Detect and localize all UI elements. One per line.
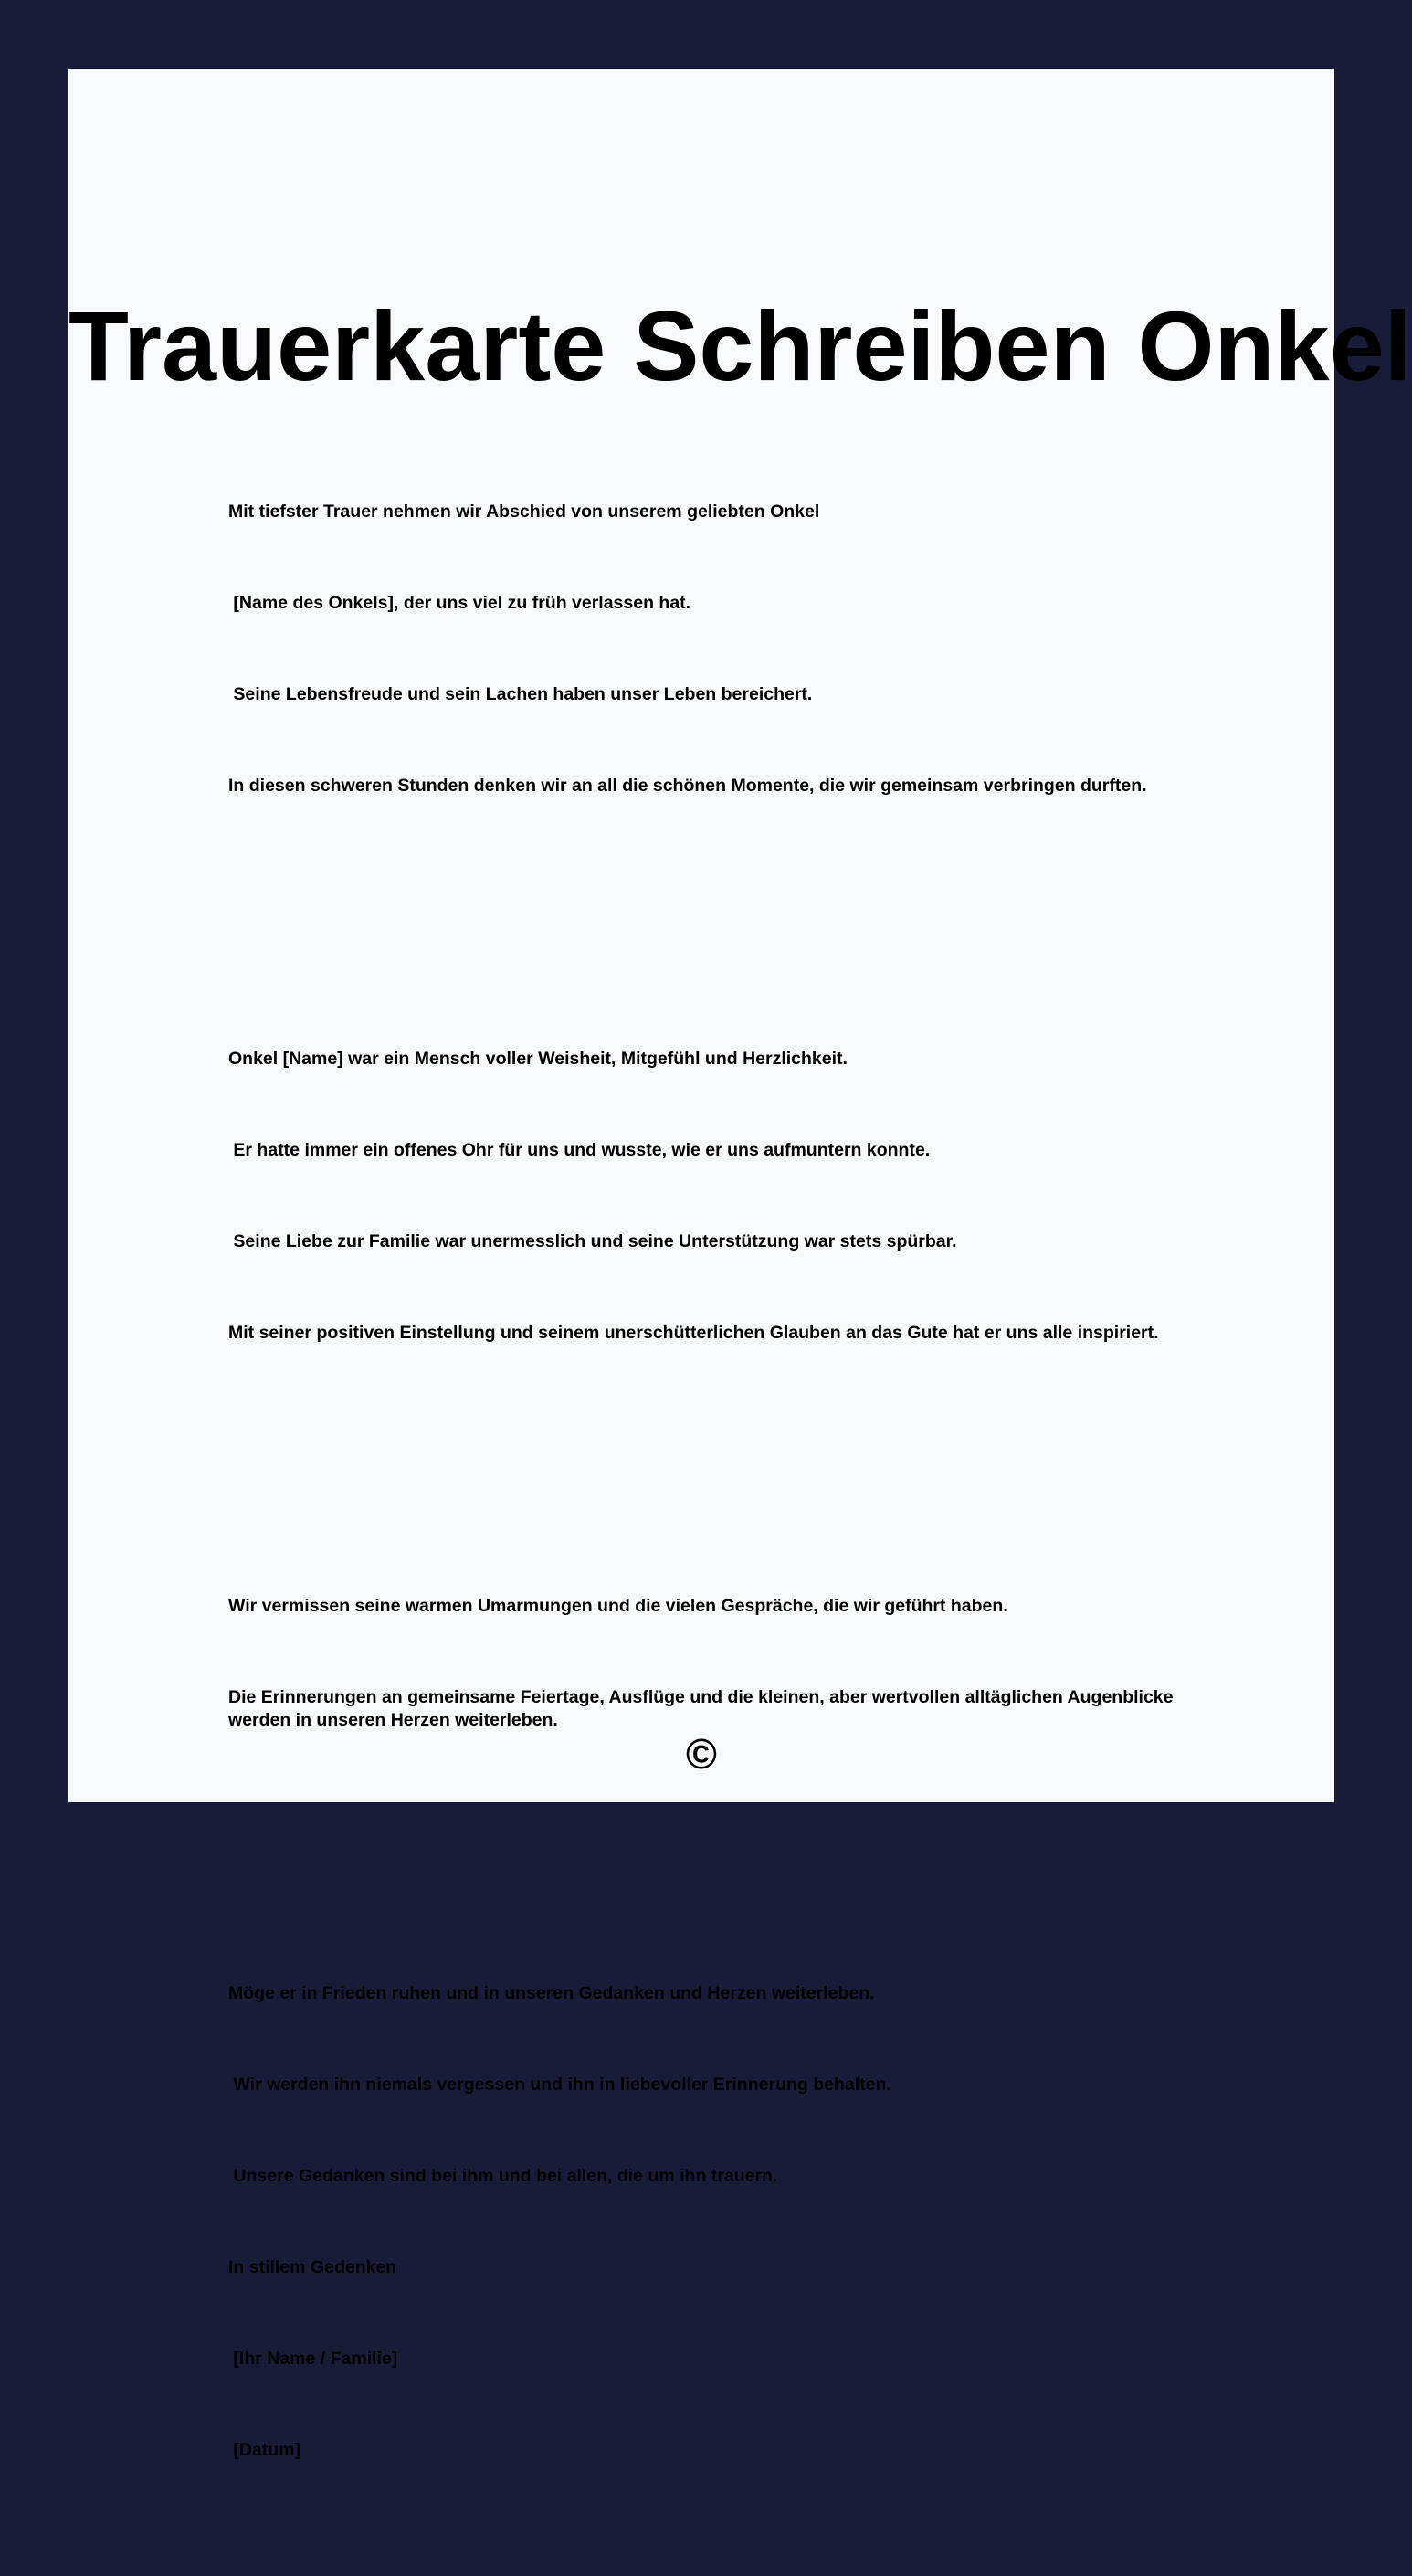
text-line: Er hatte immer ein offenes Ohr für uns und wusste, wie er uns aufmuntern konnte.: [228, 1140, 931, 1160]
text-line: [Name des Onkels], der uns viel zu früh verlassen hat.: [228, 593, 691, 613]
text-line: Seine Lebensfreude und sein Lachen haben unser Leben bereichert.: [228, 684, 813, 704]
text-line: Mit tiefster Trauer nehmen wir Abschied von unserem geliebten Onkel: [228, 501, 820, 522]
text-line: Die Erinnerungen an gemeinsame Feiertage, Ausflüge und die kleinen, aber wertvollen alltäglichen Augenblicke werden in unseren Herzen weiterleben.: [228, 1687, 1178, 1730]
paragraph-4: [228, 1937, 1178, 2530]
page-title: Trauerkarte Schreiben Onkel: [68, 290, 1412, 401]
text-line: Möge er in Frieden ruhen und in unseren Gedanken und Herzen weiterleben.: [228, 1983, 875, 2003]
text-line: Wir vermissen seine warmen Umarmungen und die vielen Gespräche, die wir geführt haben.: [228, 1596, 1008, 1616]
text-line: Seine Liebe zur Familie war unermesslich und seine Unterstützung war stets spürbar.: [228, 1231, 957, 1251]
signature-line: [Ihr Name / Familie]: [228, 2349, 398, 2369]
text-line: Wir werden ihn niemals vergessen und ihn in liebevoller Erinnerung behalten.: [228, 2075, 891, 2095]
card-body: [228, 409, 1178, 2576]
text-line: In diesen schweren Stunden denken wir an all die schönen Momente, die wir gemeinsam verbringen durften.: [228, 776, 1147, 796]
paragraph-spacer: [228, 912, 1178, 956]
text-line: Unsere Gedanken sind bei ihm und bei allen, die um ihn trauern.: [228, 2166, 778, 2186]
copyright-icon: ©: [686, 1730, 717, 1778]
closing-line: In stillem Gedenken: [228, 2257, 397, 2277]
text-line: Mit seiner positiven Einstellung und seinem unerschütterlichen Glauben an das Gute hat er uns alle inspiriert.: [228, 1323, 1159, 1343]
paragraph-1: [228, 455, 1178, 866]
text-line: Onkel [Name] war ein Mensch voller Weisheit, Mitgefühl und Herzlichkeit.: [228, 1049, 848, 1069]
paragraph-spacer: [228, 1459, 1178, 1504]
card-page: [68, 69, 1412, 2460]
date-line: [Datum]: [228, 2440, 301, 2460]
paragraph-2: [228, 1002, 1178, 1413]
paragraph-spacer: [228, 1846, 1178, 1891]
